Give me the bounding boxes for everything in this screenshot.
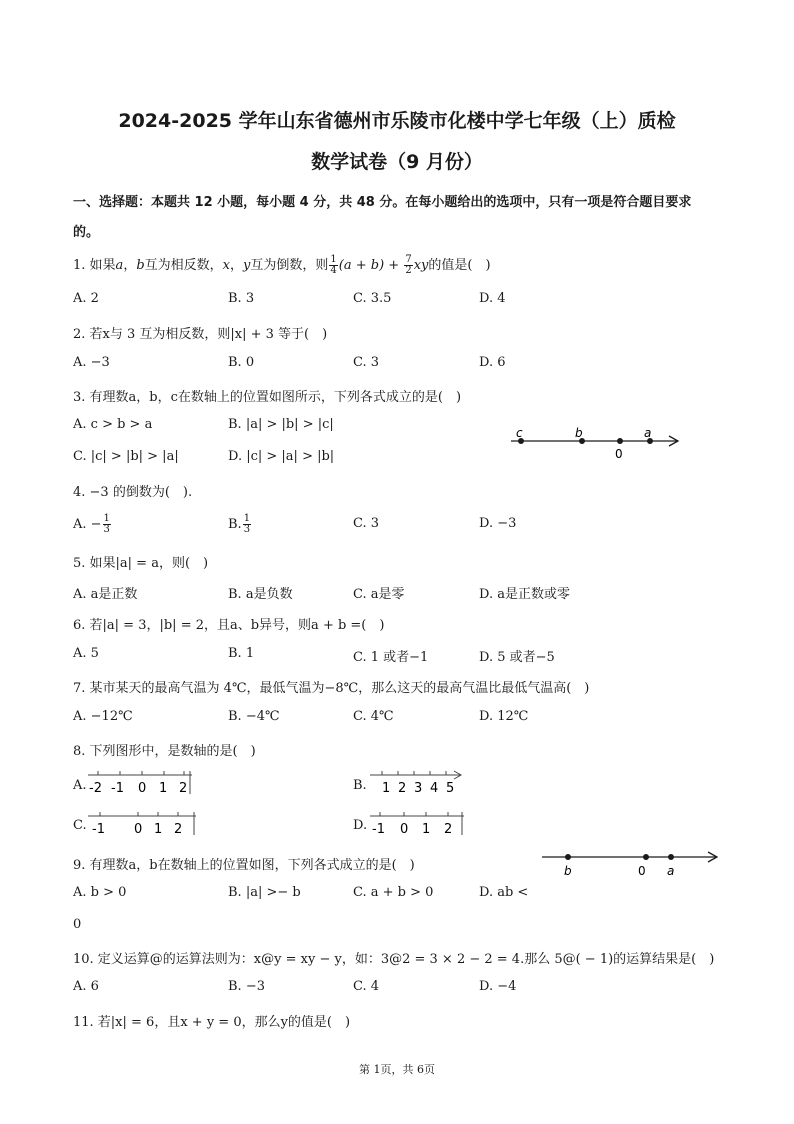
q9-number-line xyxy=(540,845,720,879)
svg-text:0: 0 xyxy=(138,781,147,796)
q4-option-c: C. 3 xyxy=(353,516,380,531)
svg-text:4: 4 xyxy=(430,781,439,796)
q5-option-c: C. a是零 xyxy=(353,587,405,602)
q3-option-b: B. |a| > |b| > |c| xyxy=(228,417,334,432)
label-b: b xyxy=(564,864,572,878)
svg-text:-1: -1 xyxy=(111,781,124,796)
q9-option-d: D. ab < xyxy=(479,885,529,900)
label-a: a xyxy=(644,426,652,440)
question-4: 4. −3 的倒数为( ). xyxy=(73,485,193,500)
title-line-1: 2024-2025 学年山东省德州市乐陵市化楼中学七年级（上）质检 xyxy=(118,110,676,132)
q3-option-c: C. |c| > |b| > |a| xyxy=(73,449,179,464)
label-a: a xyxy=(667,864,675,878)
q5-option-d: D. a是正数或零 xyxy=(479,587,570,602)
title-line-2: 数学试卷（9 月份） xyxy=(311,151,483,173)
question-5: 5. 如果|a| = a，则( ) xyxy=(73,556,209,571)
question-2: 2. 若x与 3 互为相反数，则|x| + 3 等于( ) xyxy=(73,327,328,342)
label-zero: 0 xyxy=(638,864,646,878)
svg-text:-2: -2 xyxy=(89,781,102,796)
q6-option-a: A. 5 xyxy=(73,646,99,661)
label-c: c xyxy=(516,426,523,440)
q3-option-d: D. |c| > |a| > |b| xyxy=(228,449,335,464)
q5-option-a: A. a是正数 xyxy=(73,587,138,602)
section-heading: 一、选择题：本题共 12 小题，每小题 4 分，共 48 分。在每小题给出的选项中，只有一项是符合题目要求 xyxy=(73,195,692,210)
q9-option-b: B. |a| >− b xyxy=(228,885,301,900)
question-9: 9. 有理数a，b在数轴上的位置如图，下列各式成立的是( ) xyxy=(73,858,415,873)
q3-option-a: A. c > b > a xyxy=(73,417,153,432)
label-b: b xyxy=(575,426,583,440)
q10-option-b: B. −3 xyxy=(228,979,265,994)
q8-ruler-b xyxy=(368,768,468,796)
svg-text:1: 1 xyxy=(382,781,391,796)
q7-option-a: A. −12℃ xyxy=(73,709,133,724)
q8-ruler-d xyxy=(368,809,468,837)
q6-option-c: C. 1 或者−1 xyxy=(353,650,429,665)
question-11: 11. 若|x| = 6，且x + y = 0，那么y的值是( ) xyxy=(73,1015,351,1030)
svg-text:0: 0 xyxy=(134,822,143,837)
q10-option-a: A. 6 xyxy=(73,979,99,994)
point-b xyxy=(565,854,571,860)
q1-option-b: B. 3 xyxy=(228,291,255,306)
svg-text:2: 2 xyxy=(398,781,407,796)
q8-ruler-c xyxy=(86,809,202,837)
q3-number-line xyxy=(505,424,685,464)
svg-text:2: 2 xyxy=(444,822,453,837)
q8-ruler-a xyxy=(86,768,196,796)
q10-option-d: D. −4 xyxy=(479,979,517,994)
q8-option-d-letter: D. xyxy=(353,818,368,833)
question-6: 6. 若|a| = 3，|b| = 2，且a、b异号，则a + b =( ) xyxy=(73,618,385,633)
question-1: 1. 如果a，b互为相反数，x，y互为倒数，则 $\frac{1}{4}$ (a + b) + $\frac{7}{2}$ xy的值是( ) xyxy=(73,254,491,276)
question-7: 7. 某市某天的最高气温为 4℃，最低气温为−8℃，那么这天的最高气温比最低气温高( ) xyxy=(73,681,590,696)
question-10: 10. 定义运算@的运算法则为：x@y = xy − y，如：3@2 = 3 × 2 − 2 = 4.那么 5@( − 1)的运算结果是( ) xyxy=(73,952,715,967)
q2-option-d: D. 6 xyxy=(479,355,506,370)
q6-option-d: D. 5 或者−5 xyxy=(479,650,555,665)
section-heading-wrap: 的。 xyxy=(73,225,100,240)
q8-option-c-letter: C. xyxy=(73,818,87,833)
svg-text:-1: -1 xyxy=(372,822,385,837)
q7-option-b: B. −4℃ xyxy=(228,709,280,724)
question-8: 8. 下列图形中，是数轴的是( ) xyxy=(73,744,256,759)
q9-option-d-wrap: 0 xyxy=(73,917,82,932)
label-zero: 0 xyxy=(615,447,623,461)
svg-text:5: 5 xyxy=(446,781,455,796)
q4-option-b: B. $\frac{1}{3}$ xyxy=(228,513,251,535)
q7-option-c: C. 4℃ xyxy=(353,709,394,724)
q9-option-a: A. b > 0 xyxy=(73,885,127,900)
svg-text:-1: -1 xyxy=(92,822,105,837)
svg-text:1: 1 xyxy=(422,822,431,837)
q7-option-d: D. 12℃ xyxy=(479,709,529,724)
q5-option-b: B. a是负数 xyxy=(228,587,293,602)
svg-text:3: 3 xyxy=(414,781,423,796)
q1-option-a: A. 2 xyxy=(73,291,99,306)
q4-option-a: A. − $\frac{1}{3}$ xyxy=(73,513,110,535)
q2-option-b: B. 0 xyxy=(228,355,255,370)
q2-option-c: C. 3 xyxy=(353,355,380,370)
point-zero xyxy=(617,438,623,444)
q1-option-c: C. 3.5 xyxy=(353,291,392,306)
q1-option-d: D. 4 xyxy=(479,291,506,306)
q8-option-a-letter: A. xyxy=(73,778,87,793)
point-a xyxy=(668,854,674,860)
svg-text:2: 2 xyxy=(174,822,183,837)
q10-option-c: C. 4 xyxy=(353,979,380,994)
q8-option-b-letter: B. xyxy=(353,778,367,793)
q2-option-a: A. −3 xyxy=(73,355,110,370)
svg-text:0: 0 xyxy=(400,822,409,837)
point-zero xyxy=(643,854,649,860)
question-3: 3. 有理数a，b，c在数轴上的位置如图所示，下列各式成立的是( ) xyxy=(73,390,462,405)
q4-option-d: D. −3 xyxy=(479,516,517,531)
q6-option-b: B. 1 xyxy=(228,646,255,661)
svg-text:2: 2 xyxy=(179,781,188,796)
q9-option-c: C. a + b > 0 xyxy=(353,885,434,900)
svg-text:1: 1 xyxy=(159,781,168,796)
page-footer: 第 1页，共 6页 xyxy=(359,1063,435,1076)
svg-text:1: 1 xyxy=(154,822,163,837)
